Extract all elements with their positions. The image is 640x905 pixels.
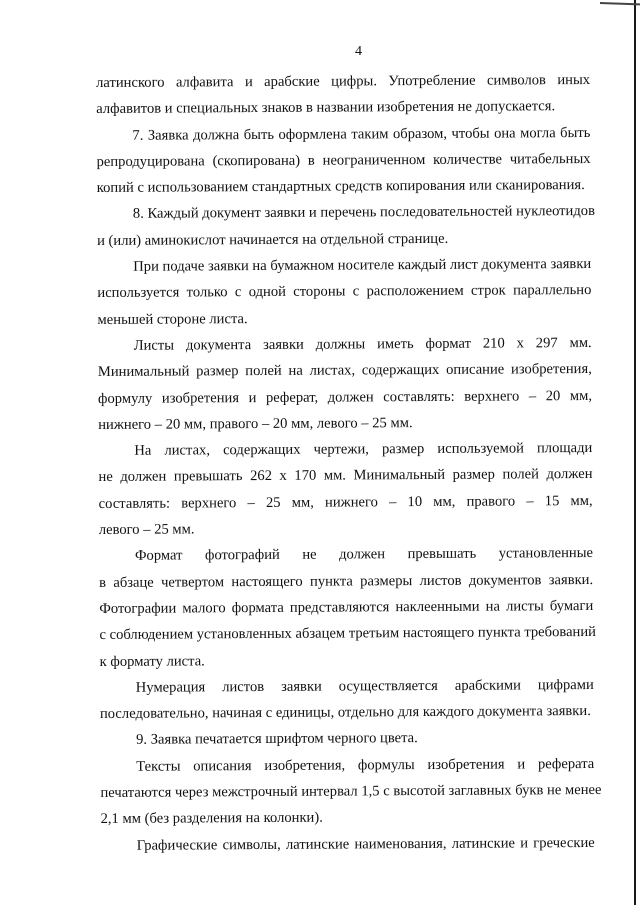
text-line: На листах, содержащих чертежи, размер используемой площади — [134, 440, 593, 459]
text-line: последовательно, начиная с единицы, отдельно для каждого документа заявки. — [99, 703, 591, 723]
page-number: 4 — [355, 44, 362, 59]
text-line: к формату листа. — [99, 652, 205, 670]
text-line: латинского алфавита и арабские цифры. Употребление символов иных — [96, 71, 591, 91]
text-line: Фотографии малого формата представляются наклеенными на листы бумаги — [99, 597, 594, 617]
text-line: 8. Каждый документ заявки и перечень последовательностей нуклеотидов — [132, 203, 596, 223]
scan-edge-mark — [600, 2, 640, 5]
text-line: не должен превышать 262 х 170 мм. Минимальный размер полей должен — [98, 466, 593, 486]
text-line: Тексты описания изобретения, формулы изобретения и реферата — [136, 755, 595, 775]
text-line: нижнего – 20 мм, правого – 20 мм, левого – 25 мм. — [98, 414, 413, 433]
text-line: в абзаце четвертом настоящего пункта размеры листов документов заявки. — [99, 571, 594, 591]
text-line: составлять: верхнего – 25 мм, нижнего – 10 мм, правого – 15 мм, — [98, 492, 593, 512]
text-line: с соблюдением установленных абзацем третьим настоящего пункта требований — [99, 624, 597, 644]
text-line: Нумерация листов заявки осуществляется арабскими цифрами — [135, 676, 594, 696]
text-line: формулу изобретения и реферат, должен составлять: верхнего – 20 мм, — [97, 387, 593, 407]
text-line: Листы документа заявки должны иметь формат 210 х 297 мм. — [133, 334, 592, 354]
text-line: репродуцирована (скопирована) в неограниченном количестве читабельных — [96, 150, 591, 170]
text-line: левого – 25 мм. — [98, 521, 195, 539]
scan-edge-shadow — [634, 0, 636, 905]
text-line: Минимальный размер полей на листах, содержащих описание изобретения, — [97, 361, 592, 381]
text-line: и (или) аминокислот начинается на отдельной странице. — [96, 230, 449, 249]
text-line: алфавитов и специальных знаков в названии изобретения не допускается. — [96, 98, 556, 118]
text-line: 9. Заявка печатается шрифтом черного цвета. — [136, 730, 418, 749]
text-line: меньшей стороне листа. — [97, 310, 248, 328]
body-text — [96, 67, 602, 859]
text-line: печатаются через межстрочный интервал 1,5 с высотой заглавных букв не менее — [100, 781, 602, 802]
text-line: Графические символы, латинские наименования, латинские и греческие — [136, 834, 595, 854]
text-line: Формат фотографий не должен превышать установленные — [134, 545, 594, 565]
text-line: 2,1 мм (без разделения на колонки). — [100, 809, 323, 828]
text-line: используется только с одной стороны с расположением строк параллельно — [97, 282, 592, 302]
text-line: При подаче заявки на бумажном носителе каждый лист документа заявки — [133, 256, 592, 275]
text-line: копий с использованием стандартных средств копирования или сканирования. — [96, 177, 585, 197]
text-line: 7. Заявка должна быть оформлена таким образом, чтобы она могла быть — [132, 124, 591, 144]
